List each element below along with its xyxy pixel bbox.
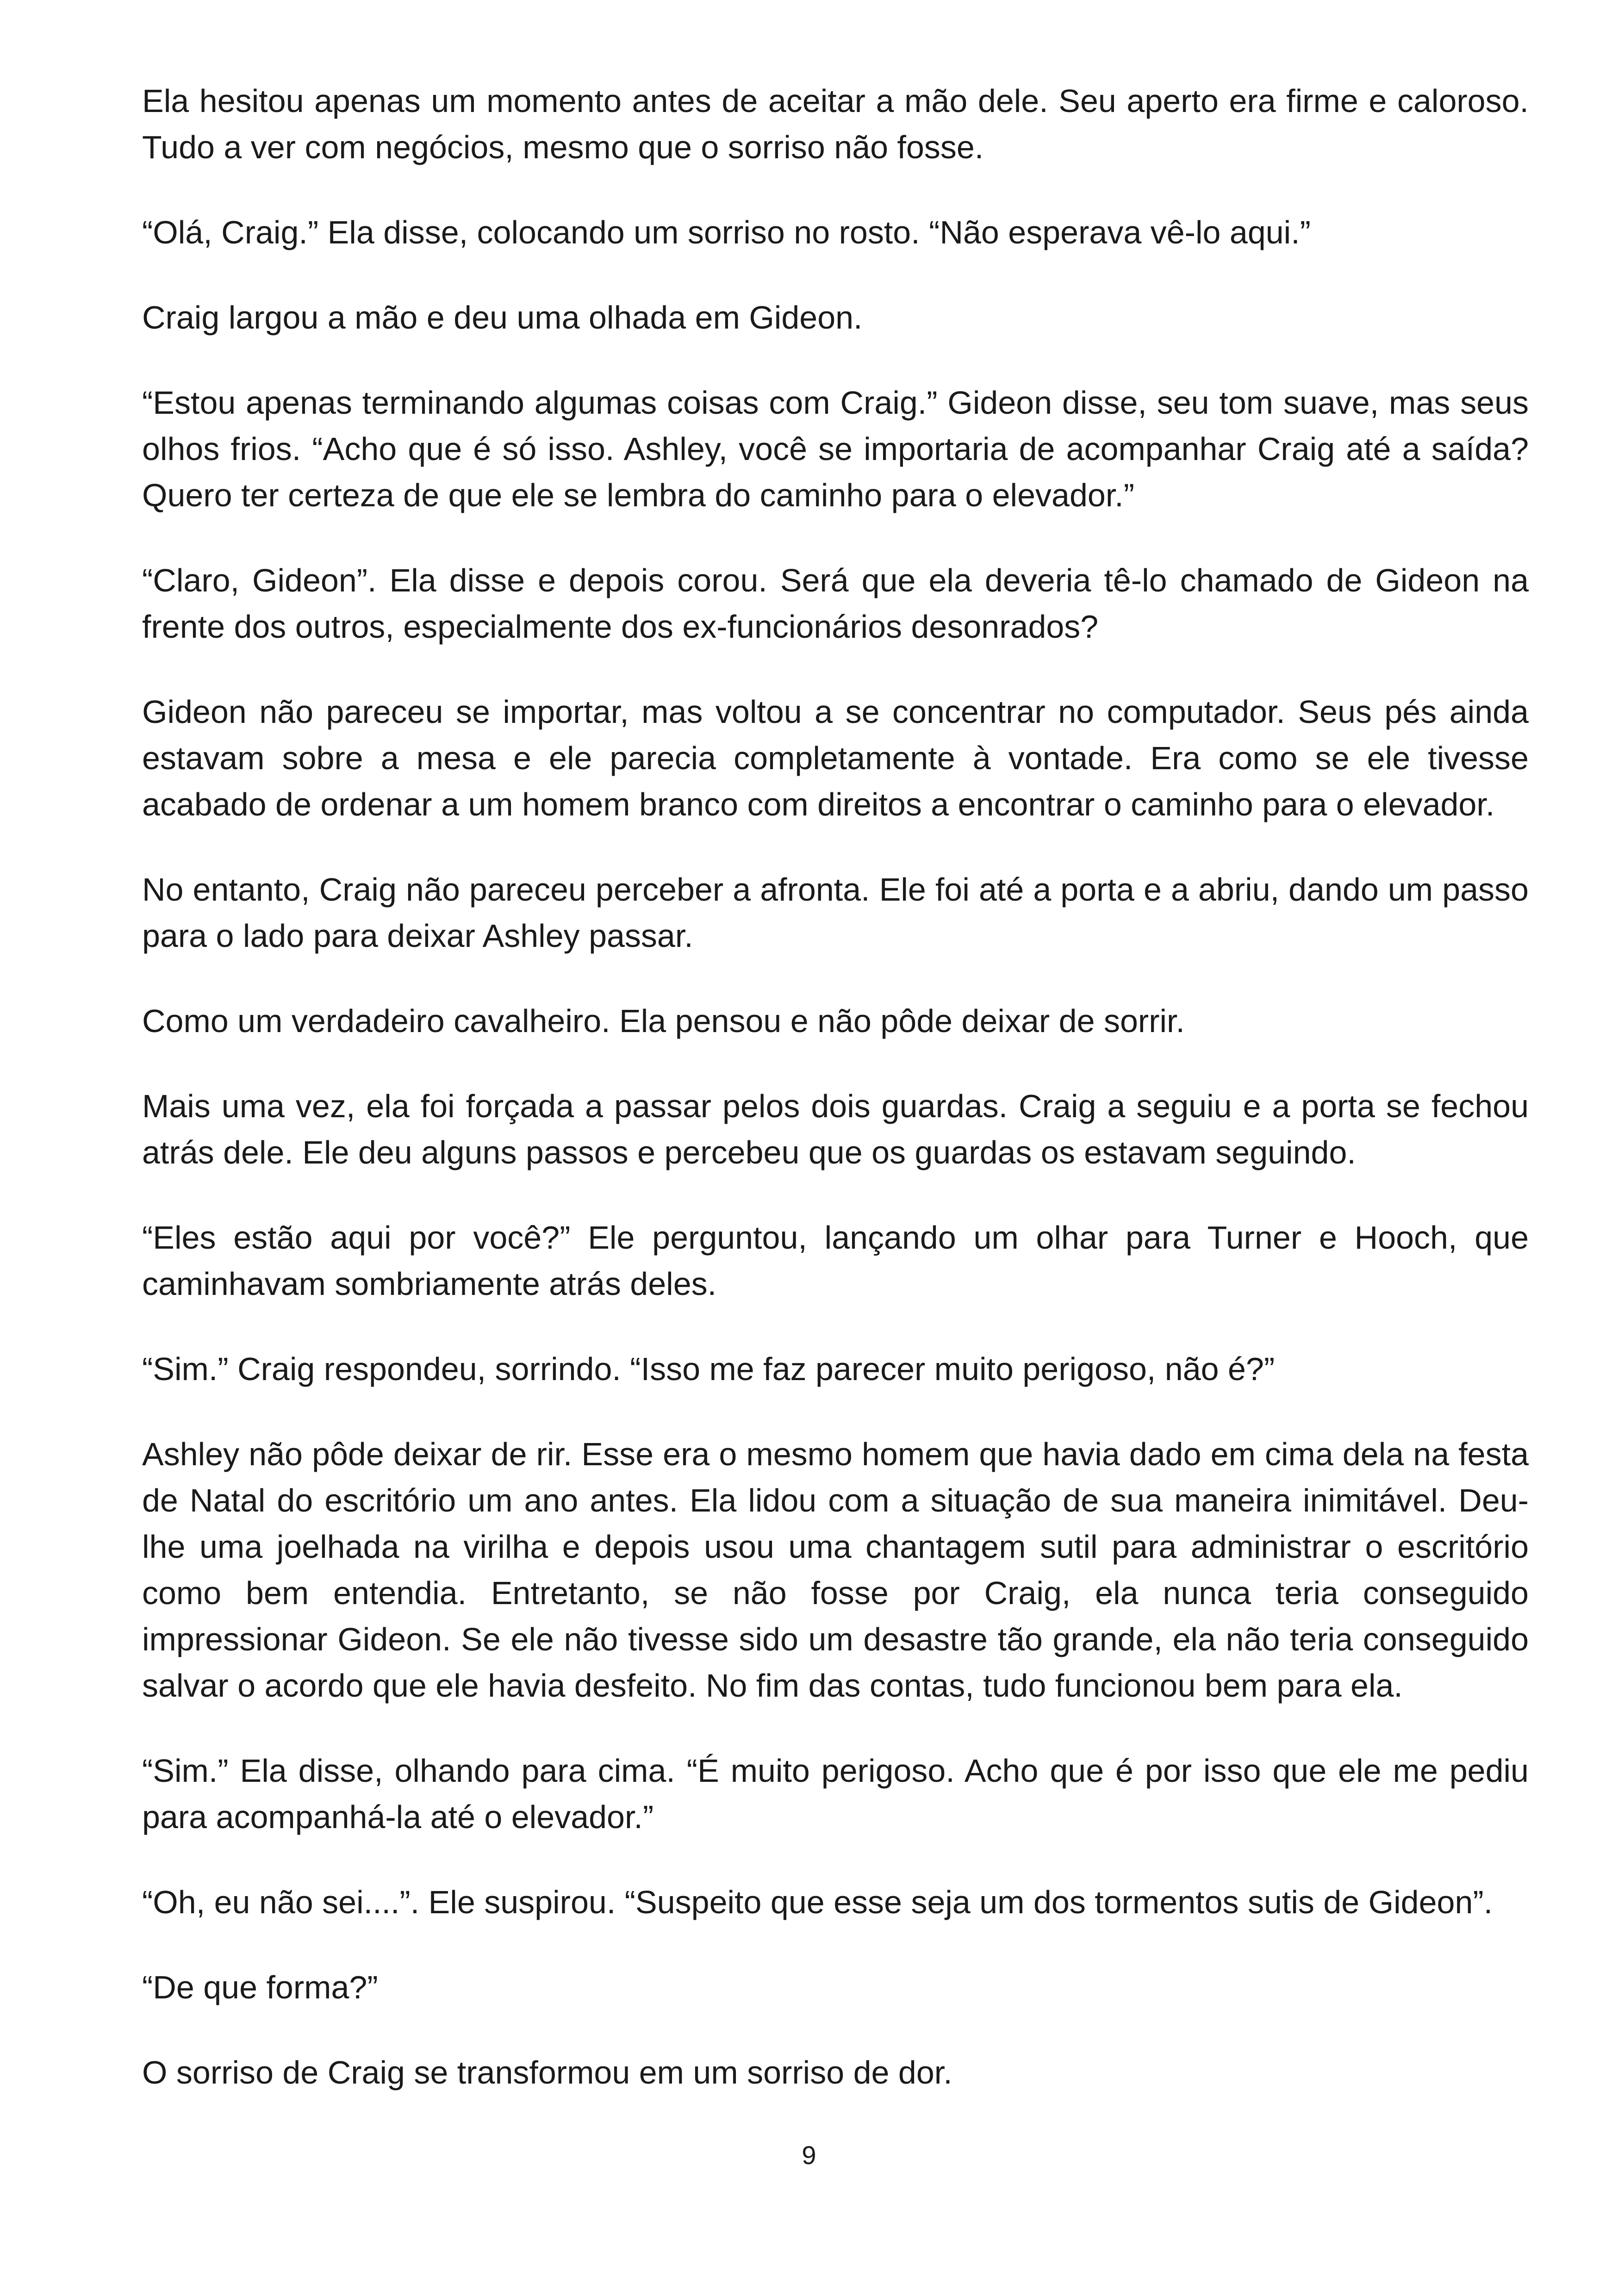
paragraph: Ela hesitou apenas um momento antes de aceitar a mão dele. Seu aperto era firme e caloroso. Tudo a ver com negócios, mesmo que o sorriso não fosse. [142,83,1529,165]
paragraph: Mais uma vez, ela foi forçada a passar pelos dois guardas. Craig a seguiu e a porta se fechou atrás dele. Ele deu alguns passos e percebeu que os guardas os estavam seguindo. [142,1088,1529,1170]
paragraph: “Oh, eu não sei....”. Ele suspirou. “Suspeito que esse seja um dos tormentos sutis de Gideon”. [142,1884,1493,1920]
document-body [142,78,1529,2134]
paragraph: “Eles estão aqui por você?” Ele perguntou, lançando um olhar para Turner e Hooch, que caminhavam sombriamente atrás deles. [142,1220,1529,1302]
paragraph: Gideon não pareceu se importar, mas voltou a se concentrar no computador. Seus pés ainda estavam sobre a mesa e ele parecia completamente à vontade. Era como se ele tivesse acabado de ordenar a um homem branco com direitos a encontrar o caminho para o elevador. [142,694,1529,822]
paragraph: Craig largou a mão e deu uma olhada em Gideon. [142,299,863,336]
page-number: 9 [802,2140,816,2170]
paragraph: “De que forma?” [142,1969,378,2005]
paragraph: “Claro, Gideon”. Ela disse e depois corou. Será que ela deveria tê-lo chamado de Gideon na frente dos outros, especialmente dos ex-funcionários desonrados? [142,562,1529,645]
paragraph: No entanto, Craig não pareceu perceber a afronta. Ele foi até a porta e a abriu, dando um passo para o lado para deixar Ashley passar. [142,871,1529,954]
paragraph: “Sim.” Ela disse, olhando para cima. “É muito perigoso. Acho que é por isso que ele me pediu para acompanhá-la até o elevador.” [142,1753,1529,1835]
paragraph: “Olá, Craig.” Ela disse, colocando um sorriso no rosto. “Não esperava vê-lo aqui.” [142,214,1311,250]
paragraph: Como um verdadeiro cavalheiro. Ela pensou e não pôde deixar de sorrir. [142,1003,1185,1039]
paragraph: “Estou apenas terminando algumas coisas com Craig.” Gideon disse, seu tom suave, mas seus olhos frios. “Acho que é só isso. Ashley, você se importaria de acompanhar Craig até a saída? Quero ter certeza de que ele se lembra do caminho para o elevador.” [142,385,1529,513]
paragraph: “Sim.” Craig respondeu, sorrindo. “Isso me faz parecer muito perigoso, não é?” [142,1351,1275,1387]
paragraph: Ashley não pôde deixar de rir. Esse era o mesmo homem que havia dado em cima dela na festa de Natal do escritório um ano antes. Ela lidou com a situação de sua maneira inimitável. Deu-lhe uma joelhada na virilha e depois usou uma chantagem sutil para administrar o escritório como bem entendia. Entretanto, se não fosse por Craig, ela nunca teria conseguido impressionar Gideon. Se ele não tivesse sido um desastre tão grande, ela não teria conseguido salvar o acordo que ele havia desfeito. No fim das contas, tudo funcionou bem para ela. [142,1436,1529,1704]
paragraph: O sorriso de Craig se transformou em um sorriso de dor. [142,2054,952,2091]
